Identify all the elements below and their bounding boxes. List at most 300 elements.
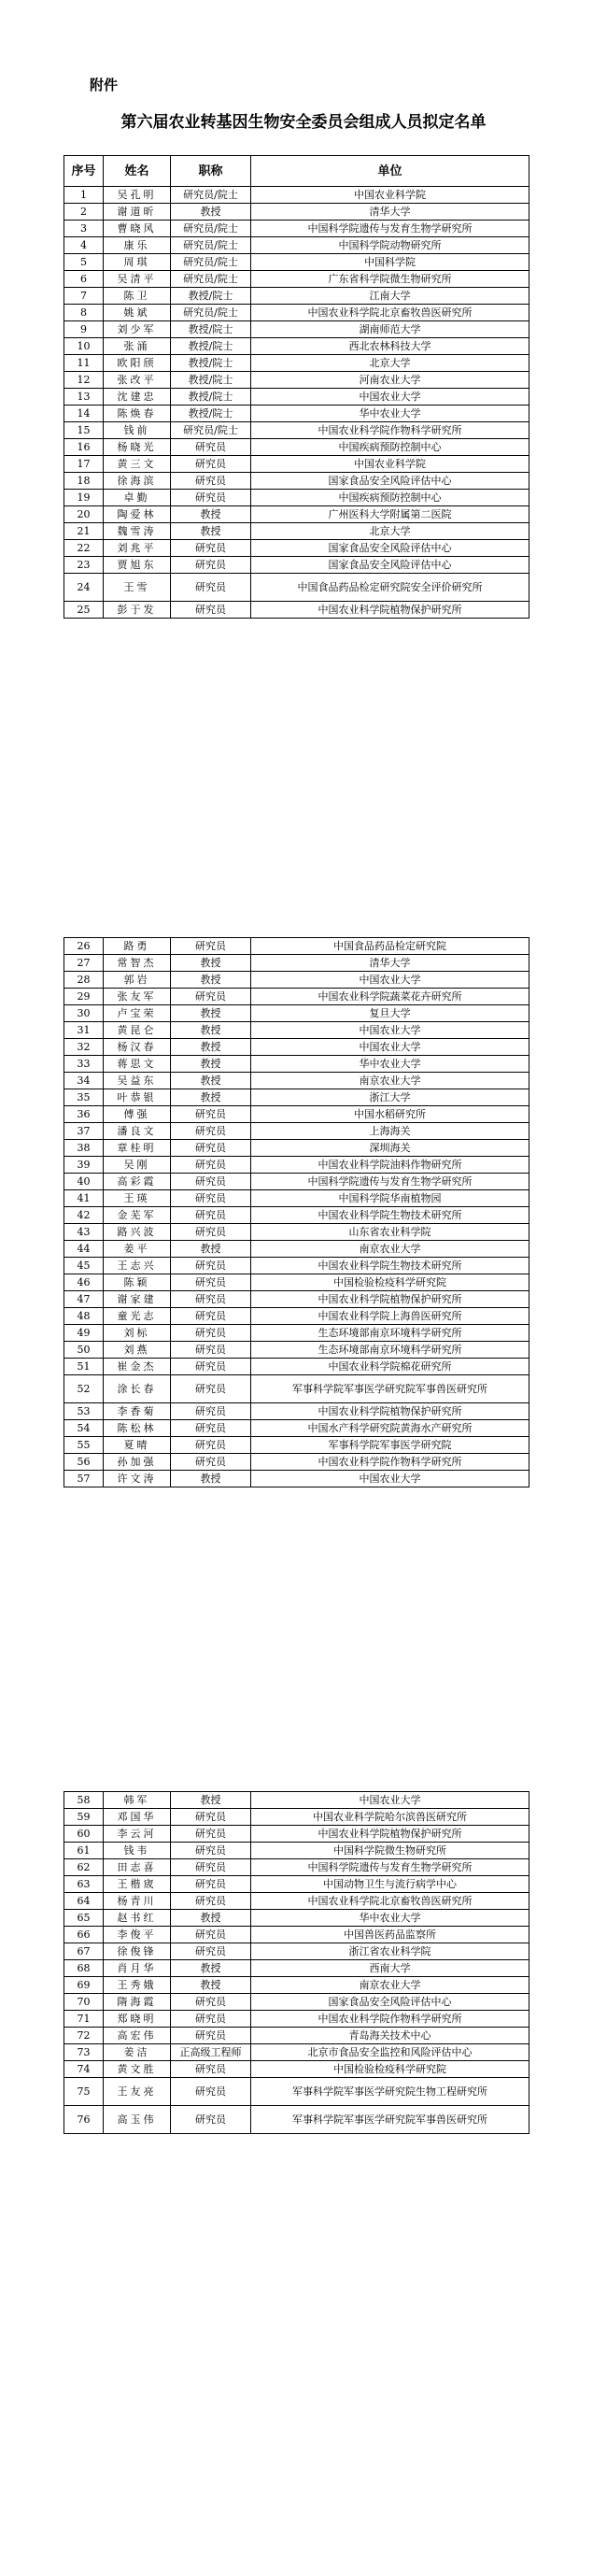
table-row [64,1089,529,1106]
cell-name: 张涌 [104,338,171,355]
cell-name: 许文涛 [104,1471,171,1487]
table-row [64,1073,529,1089]
cell-title: 研究员 [171,1859,251,1876]
cell-org: 中国检验检疫科学研究院 [251,2061,529,2078]
cell-title: 研究员 [171,1140,251,1157]
cell-title: 研究员 [171,439,251,456]
cell-title: 教授 [171,523,251,540]
cell-org: 军事科学院军事医学研究院 [251,1437,529,1454]
cell-number: 8 [64,305,104,321]
cell-org: 中国农业科学院 [251,456,529,473]
cell-title: 研究员 [171,1123,251,1140]
cell-org: 中国农业科学院作物科学研究所 [251,1454,529,1471]
cell-number: 74 [64,2061,104,2078]
table-row [64,1359,529,1375]
table-row [64,254,529,271]
header-no: 序号 [64,156,104,187]
table-row [64,2011,529,2028]
cell-org: 中国科学院遗传与发育生物学研究所 [251,1174,529,1190]
cell-title: 研究员 [171,1420,251,1437]
cell-org: 中国农业科学院作物科学研究所 [251,422,529,439]
cell-title: 研究员 [171,574,251,602]
cell-number: 63 [64,1876,104,1893]
cell-org: 国家食品安全风险评估中心 [251,540,529,557]
table-row [64,1258,529,1274]
table-row [64,1342,529,1359]
cell-org: 北京市食品安全监控和风险评估中心 [251,2044,529,2061]
cell-name: 周琪 [104,254,171,271]
cell-name: 卢宝荣 [104,1005,171,1022]
cell-title: 研究员 [171,1943,251,1960]
cell-number: 7 [64,288,104,305]
cell-title: 研究员 [171,2106,251,2134]
cell-name: 李俊平 [104,1927,171,1943]
cell-name: 韩军 [104,1792,171,1809]
table-row [64,1843,529,1859]
cell-number: 68 [64,1960,104,1977]
cell-name: 潘良文 [104,1123,171,1140]
cell-number: 11 [64,355,104,372]
cell-number: 53 [64,1403,104,1420]
cell-number: 22 [64,540,104,557]
cell-name: 邓国华 [104,1809,171,1826]
cell-title: 研究员 [171,938,251,955]
cell-title: 研究员 [171,1927,251,1943]
table-row [64,1876,529,1893]
cell-title: 教授 [171,972,251,989]
table-row [64,1241,529,1258]
cell-name: 沈建忠 [104,389,171,406]
cell-org: 中国农业科学院植物保护研究所 [251,1403,529,1420]
cell-org: 南京农业大学 [251,1977,529,1994]
table-row [64,1308,529,1325]
cell-number: 17 [64,456,104,473]
cell-number: 15 [64,422,104,439]
cell-org: 南京农业大学 [251,1241,529,1258]
cell-number: 19 [64,490,104,506]
cell-number: 49 [64,1325,104,1342]
cell-title: 教授 [171,1073,251,1089]
cell-name: 魏雪涛 [104,523,171,540]
cell-name: 黄三文 [104,456,171,473]
table-row [64,288,529,305]
cell-title: 教授/院士 [171,389,251,406]
table-row [64,473,529,490]
table-row [64,1039,529,1056]
cell-org: 河南农业大学 [251,372,529,389]
cell-org: 中国农业科学院哈尔滨兽医研究所 [251,1809,529,1826]
cell-title: 研究员/院士 [171,422,251,439]
cell-number: 55 [64,1437,104,1454]
cell-org: 华中农业大学 [251,1056,529,1073]
cell-name: 谢道昕 [104,204,171,221]
cell-name: 谢家建 [104,1291,171,1308]
table-row [64,602,529,619]
cell-title: 研究员/院士 [171,237,251,254]
cell-name: 常智杰 [104,955,171,972]
table-row [64,1471,529,1487]
table-row [64,389,529,406]
cell-number: 71 [64,2011,104,2028]
cell-org: 复旦大学 [251,1005,529,1022]
cell-title: 研究员 [171,1224,251,1241]
table-row [64,1792,529,1809]
cell-name: 刘标 [104,1325,171,1342]
cell-number: 56 [64,1454,104,1471]
cell-title: 教授 [171,1977,251,1994]
cell-title: 教授/院士 [171,355,251,372]
cell-name: 李云河 [104,1826,171,1843]
cell-org: 生态环境部南京环境科学研究所 [251,1342,529,1359]
cell-org: 生态环境部南京环境科学研究所 [251,1325,529,1342]
cell-number: 9 [64,321,104,338]
cell-title: 研究员 [171,557,251,574]
table-row [64,523,529,540]
cell-title: 研究员 [171,473,251,490]
cell-org: 清华大学 [251,955,529,972]
cell-org: 中国水稻研究所 [251,1106,529,1123]
table-row [64,1826,529,1843]
table-row [64,1943,529,1960]
table-row [64,2078,529,2106]
cell-title: 研究员 [171,1893,251,1910]
table-row [64,1893,529,1910]
cell-org: 湖南师范大学 [251,321,529,338]
cell-name: 姚斌 [104,305,171,321]
cell-org: 上海海关 [251,1123,529,1140]
cell-org: 中国农业大学 [251,1792,529,1809]
cell-org: 浙江大学 [251,1089,529,1106]
cell-org: 中国检验检疫科学研究院 [251,1274,529,1291]
table-row [64,1325,529,1342]
cell-name: 卓勤 [104,490,171,506]
cell-name: 路兴波 [104,1224,171,1241]
table-row [64,1994,529,2011]
cell-name: 吴刚 [104,1157,171,1174]
table-row [64,305,529,321]
cell-name: 姜洁 [104,2044,171,2061]
cell-number: 35 [64,1089,104,1106]
cell-name: 高玉伟 [104,2106,171,2134]
cell-title: 研究员 [171,1876,251,1893]
table-row [64,1174,529,1190]
table-row [64,1022,529,1039]
table-row [64,989,529,1005]
cell-name: 金芜军 [104,1207,171,1224]
cell-title: 研究员 [171,1342,251,1359]
cell-title: 研究员/院士 [171,305,251,321]
cell-org: 中国农业科学院北京畜牧兽医研究所 [251,1893,529,1910]
cell-title: 研究员 [171,1291,251,1308]
cell-title: 研究员 [171,1843,251,1859]
table-row [64,422,529,439]
header-org: 单位 [251,156,529,187]
cell-name: 王楷宬 [104,1876,171,1893]
cell-name: 姜平 [104,1241,171,1258]
cell-org: 中国农业大学 [251,1471,529,1487]
cell-name: 郑晓明 [104,2011,171,2028]
cell-name: 钱前 [104,422,171,439]
cell-title: 教授 [171,1910,251,1927]
table-row [64,1224,529,1241]
cell-number: 66 [64,1927,104,1943]
table-row [64,1190,529,1207]
cell-org: 北京大学 [251,523,529,540]
cell-name: 肖月华 [104,1960,171,1977]
cell-org: 广东省科学院微生物研究所 [251,271,529,288]
cell-number: 34 [64,1073,104,1089]
cell-name: 傅强 [104,1106,171,1123]
cell-name: 章桂明 [104,1140,171,1157]
cell-number: 21 [64,523,104,540]
cell-org: 中国农业科学院油料作物研究所 [251,1157,529,1174]
cell-org: 中国农业科学院棉花研究所 [251,1359,529,1375]
cell-number: 39 [64,1157,104,1174]
table-row [64,557,529,574]
cell-title: 研究员/院士 [171,254,251,271]
cell-name: 王雪 [104,574,171,602]
cell-title: 研究员/院士 [171,221,251,237]
table-row [64,204,529,221]
cell-org: 中国动物卫生与流行病学中心 [251,1876,529,1893]
cell-number: 6 [64,271,104,288]
cell-number: 47 [64,1291,104,1308]
cell-title: 研究员 [171,1274,251,1291]
cell-number: 29 [64,989,104,1005]
cell-number: 10 [64,338,104,355]
cell-title: 研究员 [171,1308,251,1325]
table-row [64,1274,529,1291]
attachment-label: 附件 [90,77,119,93]
table-row [64,1960,529,1977]
cell-number: 62 [64,1859,104,1876]
cell-name: 王志兴 [104,1258,171,1274]
cell-name: 陶爱林 [104,506,171,523]
cell-org: 军事科学院军事医学研究院军事兽医研究所 [251,2106,529,2134]
table-row [64,1106,529,1123]
cell-title: 正高级工程师 [171,2044,251,2061]
cell-title: 研究员 [171,602,251,619]
cell-name: 张友军 [104,989,171,1005]
table-header-row [64,156,529,187]
table-row [64,2028,529,2044]
cell-number: 69 [64,1977,104,1994]
cell-name: 童光志 [104,1308,171,1325]
cell-org: 国家食品安全风险评估中心 [251,1994,529,2011]
cell-number: 33 [64,1056,104,1073]
cell-number: 67 [64,1943,104,1960]
cell-number: 64 [64,1893,104,1910]
cell-number: 16 [64,439,104,456]
cell-number: 1 [64,187,104,204]
table-row [64,1927,529,1943]
cell-org: 中国疾病预防控制中心 [251,490,529,506]
cell-number: 46 [64,1274,104,1291]
cell-number: 4 [64,237,104,254]
cell-org: 中国兽医药品监察所 [251,1927,529,1943]
table-row [64,1437,529,1454]
cell-number: 5 [64,254,104,271]
cell-name: 郭岩 [104,972,171,989]
cell-number: 31 [64,1022,104,1039]
cell-title: 教授 [171,1471,251,1487]
cell-title: 教授/院士 [171,372,251,389]
table-row [64,955,529,972]
cell-name: 黄昆仑 [104,1022,171,1039]
cell-org: 中国农业科学院北京畜牧兽医研究所 [251,305,529,321]
cell-title: 研究员/院士 [171,271,251,288]
cell-title: 研究员 [171,1826,251,1843]
cell-org: 华中农业大学 [251,1910,529,1927]
cell-name: 吴益东 [104,1073,171,1089]
cell-name: 徐海滨 [104,473,171,490]
cell-number: 51 [64,1359,104,1375]
table-row [64,1859,529,1876]
table-row [64,1157,529,1174]
cell-number: 59 [64,1809,104,1826]
cell-number: 58 [64,1792,104,1809]
cell-number: 54 [64,1420,104,1437]
table-row [64,439,529,456]
cell-title: 教授 [171,1089,251,1106]
table-row [64,406,529,422]
table-row [64,938,529,955]
cell-name: 张改平 [104,372,171,389]
cell-org: 华中农业大学 [251,406,529,422]
cell-number: 30 [64,1005,104,1022]
cell-name: 黄文胜 [104,2061,171,2078]
cell-title: 教授 [171,1039,251,1056]
cell-name: 夏晴 [104,1437,171,1454]
cell-org: 中国科学院 [251,254,529,271]
cell-name: 田志喜 [104,1859,171,1876]
table-row [64,490,529,506]
cell-org: 广州医科大学附属第二医院 [251,506,529,523]
cell-name: 杨汉春 [104,1039,171,1056]
cell-name: 刘燕 [104,1342,171,1359]
table-row [64,1375,529,1403]
table-row [64,1454,529,1471]
cell-number: 32 [64,1039,104,1056]
table-row [64,2106,529,2134]
cell-title: 教授 [171,1056,251,1073]
cell-name: 杨青川 [104,1893,171,1910]
cell-org: 军事科学院军事医学研究院生物工程研究所 [251,2078,529,2106]
table-row [64,1420,529,1437]
table-row [64,1977,529,1994]
table-row [64,2061,529,2078]
cell-title: 教授/院士 [171,338,251,355]
cell-title: 研究员 [171,2061,251,2078]
cell-title: 研究员 [171,989,251,1005]
cell-org: 中国科学院动物研究所 [251,237,529,254]
cell-name: 徐俊锋 [104,1943,171,1960]
cell-title: 研究员 [171,2028,251,2044]
cell-number: 18 [64,473,104,490]
roster-table-page-3 [64,1791,529,2134]
cell-title: 教授 [171,1960,251,1977]
cell-number: 40 [64,1174,104,1190]
cell-name: 刘兆平 [104,540,171,557]
cell-title: 研究员 [171,1375,251,1403]
cell-org: 青岛海关技术中心 [251,2028,529,2044]
cell-org: 中国农业大学 [251,1039,529,1056]
cell-title: 教授/院士 [171,288,251,305]
cell-number: 3 [64,221,104,237]
table-row [64,574,529,602]
cell-title: 研究员 [171,1207,251,1224]
cell-title: 教授 [171,1792,251,1809]
cell-org: 中国科学院华南植物园 [251,1190,529,1207]
cell-org: 中国农业科学院生物技术研究所 [251,1258,529,1274]
cell-number: 65 [64,1910,104,1927]
cell-org: 中国科学院微生物研究所 [251,1843,529,1859]
cell-org: 中国农业大学 [251,389,529,406]
cell-title: 教授 [171,955,251,972]
cell-title: 教授 [171,1005,251,1022]
cell-org: 山东省农业科学院 [251,1224,529,1241]
cell-org: 中国农业科学院生物技术研究所 [251,1207,529,1224]
cell-org: 中国农业大学 [251,1022,529,1039]
table-row [64,1005,529,1022]
cell-title: 研究员 [171,1437,251,1454]
cell-name: 叶恭银 [104,1089,171,1106]
table-row [64,1056,529,1073]
cell-org: 中国农业大学 [251,972,529,989]
cell-title: 研究员 [171,1359,251,1375]
cell-org: 中国科学院遗传与发育生物学研究所 [251,221,529,237]
cell-title: 研究员 [171,1403,251,1420]
cell-number: 37 [64,1123,104,1140]
cell-number: 44 [64,1241,104,1258]
header-title: 职称 [171,156,251,187]
table-row [64,1291,529,1308]
cell-org: 西北农林科技大学 [251,338,529,355]
cell-title: 研究员 [171,1157,251,1174]
cell-name: 陈卫 [104,288,171,305]
cell-title: 教授 [171,204,251,221]
cell-title: 教授/院士 [171,321,251,338]
cell-number: 27 [64,955,104,972]
cell-name: 陈焕春 [104,406,171,422]
table-row [64,1140,529,1157]
table-row [64,2044,529,2061]
table-row [64,1207,529,1224]
cell-org: 南京农业大学 [251,1073,529,1089]
cell-number: 75 [64,2078,104,2106]
cell-number: 2 [64,204,104,221]
cell-number: 43 [64,1224,104,1241]
cell-title: 研究员 [171,456,251,473]
table-row [64,321,529,338]
cell-name: 杨晓光 [104,439,171,456]
cell-number: 14 [64,406,104,422]
cell-org: 国家食品安全风险评估中心 [251,473,529,490]
cell-title: 教授 [171,506,251,523]
cell-org: 中国水产科学研究院黄海水产研究所 [251,1420,529,1437]
cell-name: 康乐 [104,237,171,254]
cell-org: 中国农业科学院作物科学研究所 [251,2011,529,2028]
cell-name: 陈颖 [104,1274,171,1291]
cell-name: 彭于发 [104,602,171,619]
table-row [64,187,529,204]
cell-number: 72 [64,2028,104,2044]
cell-org: 中国农业科学院蔬菜花卉研究所 [251,989,529,1005]
cell-name: 高彩霞 [104,1174,171,1190]
cell-number: 52 [64,1375,104,1403]
cell-org: 中国食品药品检定研究院 [251,938,529,955]
cell-name: 贾旭东 [104,557,171,574]
